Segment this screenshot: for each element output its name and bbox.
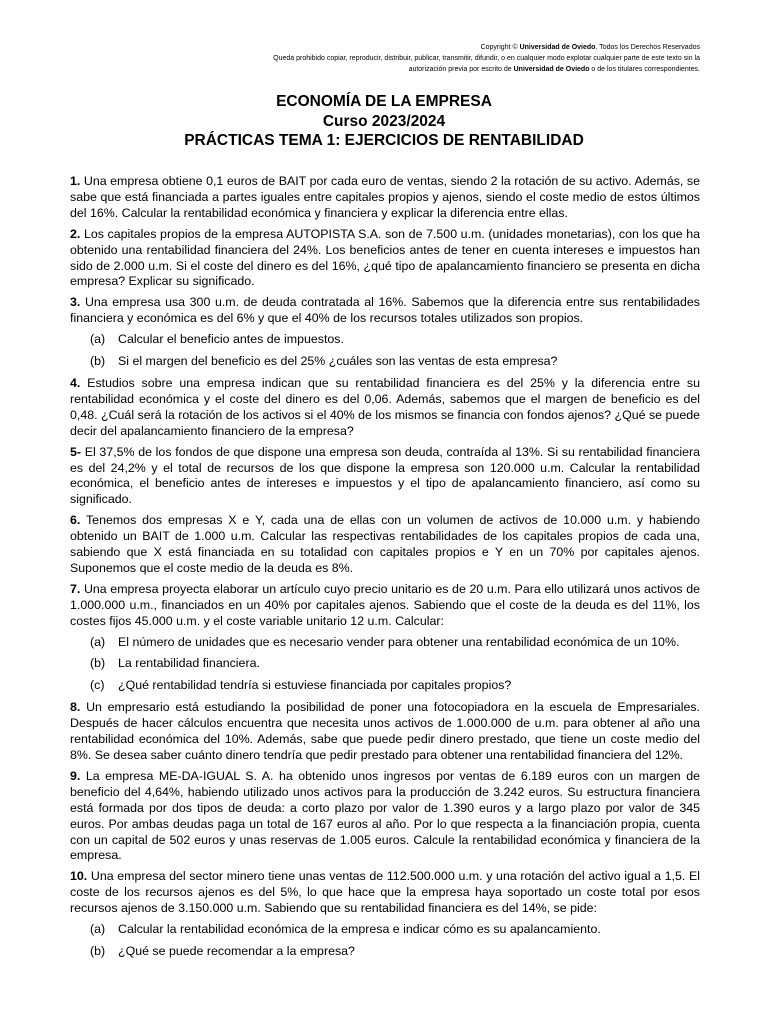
exercise-1 bbox=[70, 174, 700, 222]
course-year: Curso 2023/2024 bbox=[322, 112, 446, 130]
practice-title: PRÁCTICAS TEMA 1: EJERCICIOS DE RENTABILIDAD bbox=[184, 132, 584, 149]
course-title: ECONOMÍA DE LA EMPRESA bbox=[276, 93, 492, 110]
exercise-text: La empresa ME-DA-IGUAL S. A. ha obtenido unos ingresos por ventas de 6.189 euros con un margen de beneficio del 4,64%, habiendo utilizado unos activos para la producción de 3.242 euros. Su estructura financiera está formada por dos tipos de deuda: a corto plazo por valor de 1.390 euros y a largo plazo por valor de 345 euros. Por ambas deudas paga un total de 167 euros al año. Por lo que respecta a la financiación propia, cuenta con un capital de 502 euros y unas reservas de 1.005 euros. Calcule la rentabilidad económica y financiera de la empresa. bbox=[70, 768, 700, 863]
exercise-number: 1. bbox=[70, 174, 81, 188]
exercise-8 bbox=[70, 700, 700, 764]
exercise-text: Una empresa del sector minero tiene unas ventas de 112.500.000 u.m. y una rotación del activo igual a 1,5. El coste de los recursos ajenos es del 5%, lo que hace que la empresa haya soportado un coste total por esos recursos ajenos de 3.150.000 u.m. Sabiendo que su rentabilidad financiera es del 14%, se pide: bbox=[70, 869, 700, 916]
exercise-number: 3. bbox=[70, 295, 81, 310]
subitem-text: ¿Qué rentabilidad tendría si estuviese financiada por capitales propios? bbox=[118, 678, 512, 693]
subitem-text: La rentabilidad financiera. bbox=[118, 656, 260, 671]
subitem-text: Calcular la rentabilidad económica de la empresa e indicar cómo es su apalancamiento. bbox=[118, 922, 601, 937]
copyright-notice bbox=[180, 42, 700, 75]
document-title bbox=[0, 92, 768, 151]
exercise-7-subitem bbox=[90, 656, 700, 672]
exercise-9 bbox=[70, 769, 700, 864]
exercise-list bbox=[70, 174, 700, 966]
copyright-line-1: Copyright © Universidad de Oviedo. Todos los Derechos Reservados bbox=[480, 44, 700, 51]
exercise-text: Los capitales propios de la empresa AUTOPISTA S.A. son de 7.500 u.m. (unidades monetarias), con los que ha obtenido una rentabilidad financiera del 24%. Los beneficios antes de tener en cuenta intereses e impuestos han sido de 2.000 u.m. Si el coste del dinero es del 16%, ¿qué tipo de apalancamiento financiero se presenta en dicha empresa? Explicar su significado. bbox=[70, 226, 700, 289]
exercise-10-subitem bbox=[90, 922, 700, 938]
subitem-text: Si el margen del beneficio es del 25% ¿cuáles son las ventas de esta empresa? bbox=[118, 354, 558, 369]
exercise-text: Un empresario está estudiando la posibilidad de poner una fotocopiadora en la escuela de Empresariales. Después de hacer cálculos encuentra que necesita unos activos de 1.000.000 de u.m. para obtener al año una rentabilidad económica del 10%. Además, sabe que puede pedir dinero prestado, que tiene un coste medio del 8%. Se desea saber cuánto dinero tendría que pedir prestado para obtener una rentabilidad financiera del 12%. bbox=[70, 700, 700, 762]
exercise-number: 10. bbox=[70, 869, 88, 884]
subitem-label: (b) bbox=[90, 656, 106, 671]
exercise-7-subitem bbox=[90, 678, 700, 694]
exercise-number: 6. bbox=[70, 513, 81, 528]
exercise-text: Una empresa proyecta elaborar un artículo cuyo precio unitario es de 20 u.m. Para ello utilizará unos activos de 1.000.000 u.m., financiados en un 40% por capitales ajenos. Sabiendo que el coste de la deuda es del 11%, los costes fijos 45.000 u.m. y el coste variable unitario 12 u.m. Calcular: bbox=[70, 581, 700, 628]
exercise-number: 8. bbox=[70, 700, 81, 715]
exercise-10 bbox=[70, 869, 700, 917]
exercise-number: 7. bbox=[70, 581, 81, 596]
exercise-6 bbox=[70, 513, 700, 577]
exercise-2 bbox=[70, 227, 700, 291]
subitem-label: (a) bbox=[90, 922, 106, 937]
exercise-text: Tenemos dos empresas X e Y, cada una de ellas con un volumen de activos de 10.000 u.m. y habiendo obtenido un BAIT de 1.000 u.m. Calcular las respectivas rentabilidades de los capitales propios de cada una, sabiendo que X está financiada en su totalidad con capitales propios e Y en un 70% por capitales ajenos. Suponemos que el coste medio de la deuda es 8%. bbox=[70, 513, 700, 575]
exercise-text: El 37,5% de los fondos de que dispone una empresa son deuda, contraída al 13%. Si su rentabilidad financiera es del 24,2% y el total de recursos de los que dispone la empresa son 120.000 u.m. Calcular la rentabilidad económica, el beneficio antes de intereses e impuestos y el tipo de apalancamiento financiero, así como su significado. bbox=[70, 444, 700, 507]
subitem-text: Calcular el beneficio antes de impuestos. bbox=[118, 332, 344, 347]
exercise-10-subitem bbox=[90, 944, 700, 960]
subitem-label: (c) bbox=[90, 678, 105, 693]
exercise-number: 4. bbox=[70, 375, 81, 390]
copyright-line-2: Queda prohibido copiar, reproducir, distribuir, publicar, transmitir, difundir, o en cualquier modo explotar cualquier parte de este texto sin la bbox=[273, 55, 700, 62]
subitem-label: (b) bbox=[90, 354, 106, 369]
exercise-number: 5- bbox=[70, 444, 82, 459]
exercise-3 bbox=[70, 295, 700, 327]
exercise-7-subitem bbox=[90, 635, 700, 651]
exercise-number: 2. bbox=[70, 226, 81, 241]
exercise-3-subitem bbox=[90, 354, 700, 370]
subitem-text: El número de unidades que es necesario vender para obtener una rentabilidad económica de un 10%. bbox=[118, 634, 680, 649]
exercise-3-subitem bbox=[90, 332, 700, 348]
subitem-label: (a) bbox=[90, 634, 106, 649]
exercise-text: Una empresa usa 300 u.m. de deuda contratada al 16%. Sabemos que la diferencia entre sus rentabilidades financiera y económica es del 6% y que el 40% de los recursos totales utilizados son propios. bbox=[70, 295, 700, 326]
exercise-5 bbox=[70, 445, 700, 509]
exercise-text: Una empresa obtiene 0,1 euros de BAIT por cada euro de ventas, siendo 2 la rotación de su activo. Además, se sabe que está financiada a partes iguales entre capitales propios y ajenos, siendo el coste medio de estos últimos del 16%. Calcular la rentabilidad económica y financiera y explicar la diferencia entre ellas. bbox=[70, 174, 700, 220]
subitem-label: (a) bbox=[90, 332, 106, 347]
exercise-4 bbox=[70, 376, 700, 440]
exercise-text: Estudios sobre una empresa indican que su rentabilidad financiera es del 25% y la diferencia entre su rentabilidad económica y el coste del dinero es del 0,06. Además, sabemos que el margen de beneficio es del 0,48. ¿Cuál será la rotación de los activos si el 40% de los mismos se financia con fondos ajenos? ¿Qué se puede decir del apalancamiento financiero de la empresa? bbox=[70, 375, 700, 438]
copyright-line-3: autorización previa por escrito de Universidad de Oviedo o de los titulares correspondientes. bbox=[408, 66, 700, 73]
exercise-number: 9. bbox=[70, 768, 81, 783]
exercise-7 bbox=[70, 582, 700, 630]
subitem-text: ¿Qué se puede recomendar a la empresa? bbox=[118, 943, 355, 958]
subitem-label: (b) bbox=[90, 943, 106, 958]
